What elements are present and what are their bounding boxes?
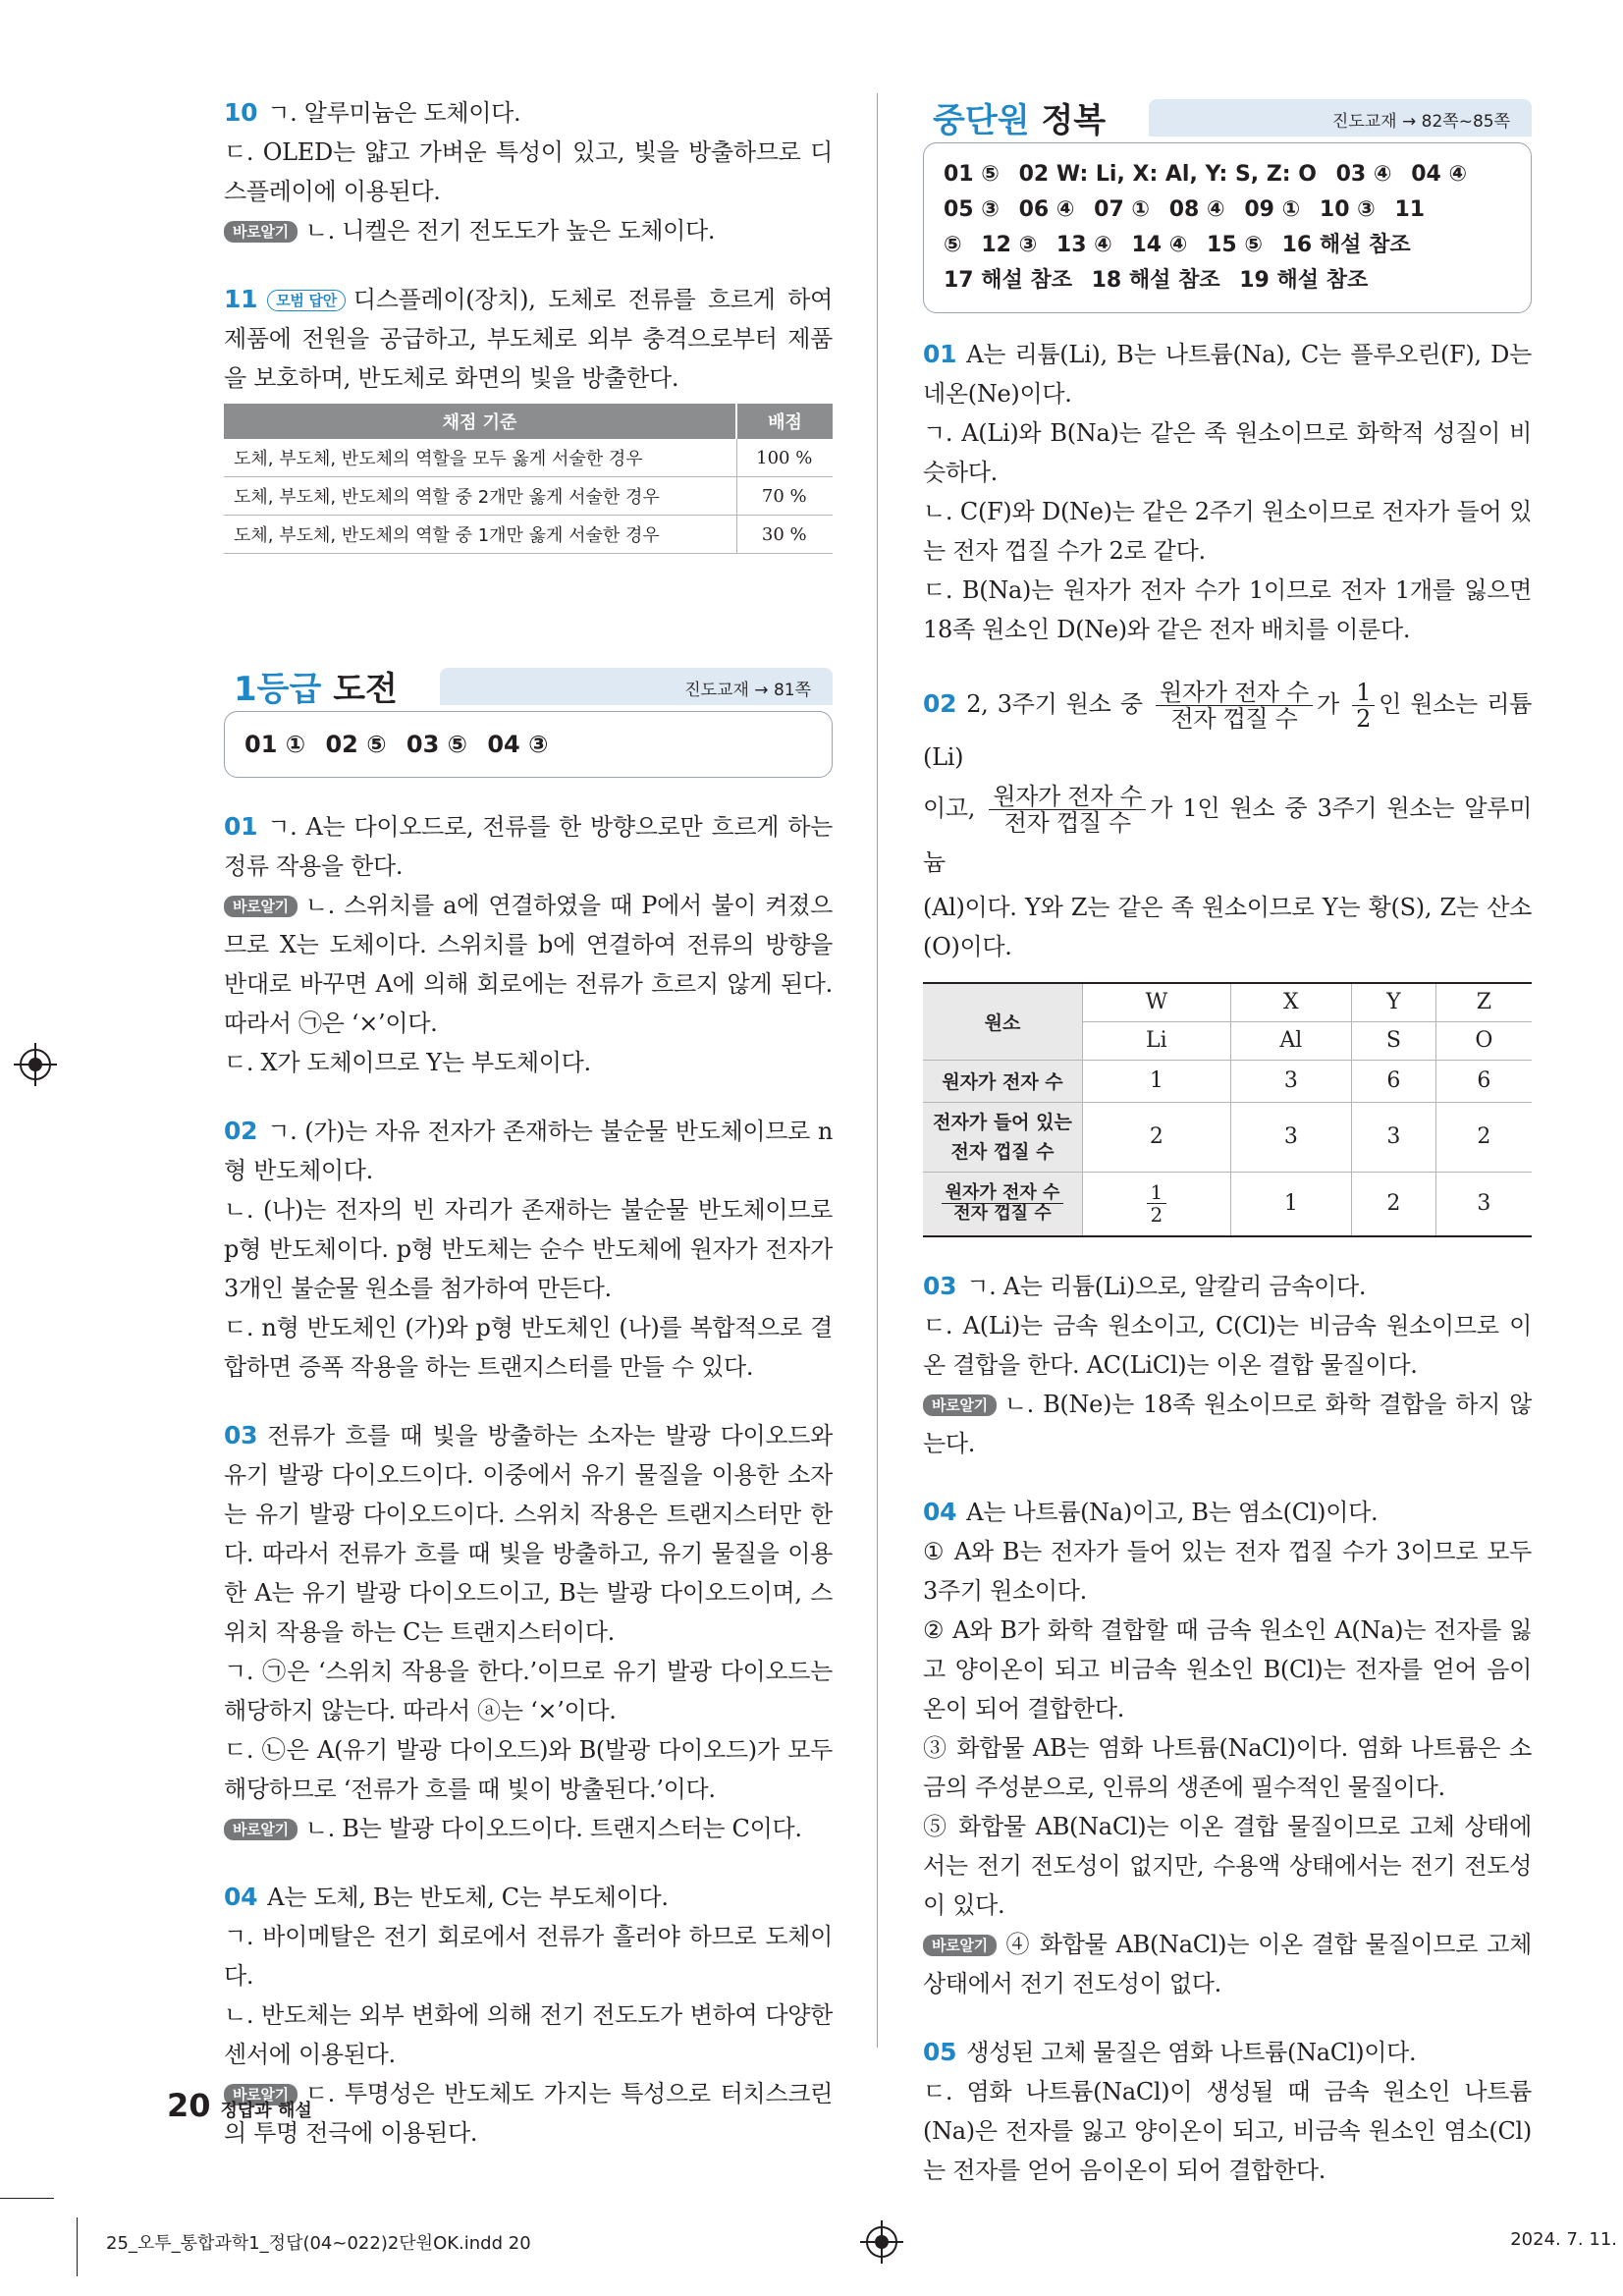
fraction — [942, 1183, 1064, 1224]
correction-badge: 바로알기 — [923, 1935, 997, 1956]
table-cell: 1 — [1230, 1172, 1351, 1236]
fraction-numerator: 원자가 전자 수 — [989, 784, 1146, 810]
correction-badge: 바로알기 — [224, 2084, 298, 2105]
answer-text: ㄴ. 반도체는 외부 변화에 의해 전기 전도도가 변하여 다양한 센서에 이용된다. — [224, 2001, 833, 2068]
section-title-main: 정복 — [1041, 101, 1107, 140]
question-number: 04 — [224, 1883, 258, 1911]
table-cell: 30 % — [736, 516, 833, 554]
explanation-04 — [224, 1878, 833, 2153]
fraction — [1352, 680, 1375, 733]
table-row — [224, 439, 833, 477]
table-cell: 2 — [1435, 1102, 1532, 1172]
section-header — [923, 93, 1532, 142]
answer-text: ㄴ. 스위치를 a에 연결하였을 때 P에서 불이 켜졌으므로 X는 도체이다. 스위치를 b에 연결하여 전류의 방향을 반대로 바꾸면 A에 의해 회로에는 전류가 흐르지 않게 된다. 따라서 ㉠은 ‘×’이다. — [224, 892, 833, 1037]
table-cell: 3 — [1351, 1102, 1435, 1172]
textbook-reference: 진도교재 → 81쪽 — [684, 681, 811, 700]
answer-text: ㄷ. X가 도체이므로 Y는 부도체이다. — [224, 1049, 591, 1076]
answer-text: ㄷ. ㉡은 A(유기 발광 다이오드)와 B(발광 다이오드)가 모두 해당하므로 ‘전류가 흐를 때 빛이 방출된다.’이다. — [224, 1736, 833, 1803]
answer-text: ① A와 B는 전자가 들어 있는 전자 껍질 수가 3이므로 모두 3주기 원소이다. — [923, 1537, 1532, 1605]
table-cell: 3 — [1230, 1060, 1351, 1102]
answer-key-item: 01 ⑤ — [944, 162, 1000, 187]
section-header — [224, 662, 833, 711]
answer-text: 생성된 고체 물질은 염화 나트륨(NaCl)이다. — [966, 2038, 1417, 2066]
answer-key-item: 14 ④ — [1131, 233, 1188, 257]
answer-key-box — [923, 142, 1532, 313]
answer-text: ㄱ. A(Li)와 B(Na)는 같은 족 원소이므로 화학적 성질이 비슷하다. — [923, 419, 1532, 486]
table-cell: 3 — [1435, 1172, 1532, 1236]
answer-text: ㄷ. n형 반도체인 (가)와 p형 반도체인 (나)를 복합적으로 결합하면 증폭 작용을 하는 트랜지스터를 만들 수 있다. — [224, 1314, 833, 1381]
fraction-numerator: 1 — [1352, 680, 1375, 706]
explanation-b01 — [923, 335, 1532, 649]
answer-text: 인 원소는 리튬(Li) — [923, 690, 1532, 772]
answer-key-box — [224, 711, 833, 778]
explanation-b02 — [923, 679, 1532, 1237]
table-cell: Y — [1351, 983, 1435, 1022]
fraction-denominator: 전자 껍질 수 — [953, 1203, 1052, 1225]
answer-key-item: 05 ③ — [944, 197, 1000, 222]
table-header — [923, 1102, 1083, 1172]
correction-badge: 바로알기 — [224, 221, 298, 243]
answer-key-item: 06 ④ — [1018, 197, 1075, 222]
table-header: 원자가 전자 수 — [923, 1060, 1083, 1102]
answer-text: A는 도체, B는 반도체, C는 부도체이다. — [267, 1884, 669, 1911]
answer-text: ㄱ. A는 리튬(Li)으로, 알칼리 금속이다. — [966, 1272, 1367, 1300]
answer-key-item: 15 ⑤ — [1207, 233, 1263, 257]
explanation-01 — [224, 807, 833, 1082]
section-title — [234, 662, 398, 710]
question-number: 04 — [923, 1497, 957, 1526]
table-cell: 1 — [1083, 1060, 1231, 1102]
footer-label: 정답과 해설 — [220, 2101, 312, 2121]
answer-text: ㄱ. 알루미늄은 도체이다. — [267, 99, 521, 127]
answer-key-line — [944, 157, 1511, 192]
fraction-denominator: 2 — [1356, 705, 1372, 733]
answer-text: ㄴ. B(Ne)는 18족 원소이므로 화학 결합을 하지 않는다. — [923, 1390, 1532, 1457]
table-cell: 6 — [1435, 1060, 1532, 1102]
table-cell: Li — [1083, 1021, 1231, 1060]
fraction — [1156, 680, 1313, 733]
answer-key-item: ⑤ — [944, 233, 962, 257]
answer-text: ㄱ. ㉠은 ‘스위치 작용을 한다.’이므로 유기 발광 다이오드는 해당하지 않는다. 따라서 ⓐ는 ‘×’이다. — [224, 1658, 833, 1724]
explanation-02 — [224, 1112, 833, 1387]
column-divider — [877, 93, 878, 2048]
fraction-numerator: 1 — [1147, 1181, 1167, 1204]
section-title-main: 도전 — [333, 670, 398, 709]
answer-key-item: 11 — [1394, 197, 1426, 222]
textbook-reference: 진도교재 → 82쪽~85쪽 — [1331, 112, 1510, 132]
table-cell: Z — [1435, 983, 1532, 1022]
answer-text: ㄴ. 니켈은 전기 전도도가 높은 도체이다. — [304, 217, 716, 245]
table-cell: 도체, 부도체, 반도체의 역할 중 1개만 옳게 서술한 경우 — [224, 516, 736, 554]
answer-text: 가 1인 원소 중 3주기 원소는 알루미늄 — [923, 794, 1532, 876]
answer-text: 이고, — [923, 794, 976, 823]
slug-filename: 25_오투_통합과학1_정답(04~022)2단원OK.indd 20 — [106, 2233, 531, 2254]
fraction-numerator: 원자가 전자 수 — [942, 1183, 1064, 1204]
table-row — [224, 516, 833, 554]
question-number: 11 — [224, 285, 258, 313]
registration-mark-icon — [20, 1049, 51, 1080]
question-number: 10 — [224, 98, 258, 127]
explanation-b04 — [923, 1493, 1532, 2003]
answer-text: ㄱ. 바이메탈은 전기 회로에서 전류가 흘러야 하므로 도체이다. — [224, 1923, 833, 1990]
answer-text: ㄷ. 염화 나트륨(NaCl)이 생성될 때 금속 원소인 나트륨(Na)은 전자를 잃고 양이온이 되고, 비금속 원소인 염소(Cl)는 전자를 얻어 음이온이 되어 결합한다. — [923, 2077, 1532, 2184]
answer-key-item: 04 ④ — [1411, 162, 1468, 187]
table-row — [923, 1172, 1532, 1236]
table-cell: 70 % — [736, 477, 833, 516]
section-unit-review — [923, 93, 1532, 313]
table-header — [923, 1172, 1083, 1236]
left-column — [224, 93, 833, 2182]
table-cell: 2 — [1083, 1102, 1231, 1172]
table-header: 채점 기준 — [224, 404, 736, 439]
answer-text: ㄱ. (가)는 자유 전자가 존재하는 불순물 반도체이므로 n형 반도체이다. — [224, 1118, 833, 1184]
answer-key-item: 18 해설 참조 — [1091, 268, 1220, 293]
answer-key-item: 02 ⑤ — [325, 731, 387, 758]
answer-text: ㄷ. A(Li)는 금속 원소이고, C(Cl)는 비금속 원소이므로 이온 결합을 한다. AC(LiCl)는 이온 결합 물질이다. — [923, 1311, 1532, 1379]
correction-badge: 바로알기 — [224, 1819, 298, 1840]
section-title — [933, 93, 1106, 141]
answer-key-item: 08 ④ — [1168, 197, 1225, 222]
crop-mark — [77, 2217, 78, 2276]
explanation-03 — [224, 1416, 833, 1848]
table-row — [923, 1060, 1532, 1102]
table-cell: 도체, 부도체, 반도체의 역할 중 2개만 옳게 서술한 경우 — [224, 477, 736, 516]
fraction-denominator: 전자 껍질 수 — [1170, 705, 1298, 733]
answer-key-item: 07 ① — [1094, 197, 1151, 222]
crop-mark — [0, 2198, 54, 2199]
answer-key-item: 16 해설 참조 — [1281, 233, 1411, 257]
answer-text: ③ 화합물 AB는 염화 나트륨(NaCl)이다. 염화 나트륨은 소금의 주성분으로, 인류의 생존에 필수적인 물질이다. — [923, 1733, 1532, 1801]
answer-11 — [224, 280, 833, 554]
answer-key-item: 19 해설 참조 — [1239, 268, 1369, 293]
answer-key-item: 10 ③ — [1319, 197, 1376, 222]
correction-badge: 바로알기 — [224, 896, 298, 917]
answer-key-item: 03 ⑤ — [406, 731, 467, 758]
fraction — [989, 784, 1146, 837]
answer-key-item: 13 ④ — [1055, 233, 1112, 257]
answer-text: 가 — [1316, 690, 1339, 718]
fraction — [1147, 1181, 1167, 1226]
table-header: 원소 — [923, 983, 1083, 1061]
table-row — [923, 1102, 1532, 1172]
answer-text: ㄷ. 투명성은 반도체도 가지는 특성으로 터치스크린의 투명 전극에 이용된다. — [224, 2080, 833, 2147]
question-number: 02 — [923, 689, 957, 718]
explanation-b03 — [923, 1267, 1532, 1463]
table-cell: O — [1435, 1021, 1532, 1060]
answer-text: ㄷ. B(Na)는 원자가 전자 수가 1이므로 전자 1개를 잃으면 18족 원소인 D(Ne)와 같은 전자 배치를 이룬다. — [923, 576, 1532, 643]
table-cell: Al — [1230, 1021, 1351, 1060]
answer-text: A는 리튬(Li), B는 나트륨(Na), C는 플루오린(F), D는 네온(Ne)이다. — [923, 341, 1532, 408]
page-number: 20 — [167, 2087, 211, 2124]
answer-text: ㄴ. B는 발광 다이오드이다. 트랜지스터는 C이다. — [304, 1815, 802, 1842]
answer-text: 2, 3주기 원소 중 — [966, 690, 1143, 718]
section-title-accent: 중단원 — [933, 101, 1030, 140]
element-table — [923, 982, 1532, 1237]
answer-key-item: 01 ① — [244, 731, 306, 758]
table-header: 배점 — [736, 404, 833, 439]
scoring-table — [224, 404, 833, 554]
table-cell: W — [1083, 983, 1231, 1022]
right-column — [923, 93, 1532, 2219]
header-line: 전자 껍질 수 — [950, 1140, 1055, 1163]
answer-key-item: 02 W: Li, X: Al, Y: S, Z: O — [1018, 162, 1317, 187]
answer-key-item: 09 ① — [1244, 197, 1301, 222]
table-cell: 도체, 부도체, 반도체의 역할을 모두 옳게 서술한 경우 — [224, 439, 736, 477]
model-answer-badge: 모범 답안 — [267, 290, 346, 311]
fraction-denominator: 2 — [1150, 1203, 1163, 1228]
answer-text: (Al)이다. Y와 Z는 같은 족 원소이므로 Y는 황(S), Z는 산소(O)이다. — [923, 893, 1532, 960]
question-number: 05 — [923, 2037, 957, 2066]
answer-text: ⑤ 화합물 AB(NaCl)는 이온 결합 물질이므로 고체 상태에서는 전기 전도성이 없지만, 수용액 상태에서는 전기 전도성이 있다. — [923, 1812, 1532, 1919]
answer-text: 디스플레이(장치), 도체로 전류를 흐르게 하여 제품에 전원을 공급하고, 부도체로 외부 충격으로부터 제품을 보호하며, 반도체로 화면의 빛을 방출한다. — [224, 286, 833, 392]
question-number: 01 — [923, 340, 957, 368]
page-footer — [167, 2087, 312, 2124]
table-cell: 100 % — [736, 439, 833, 477]
header-line: 전자가 들어 있는 — [933, 1111, 1072, 1133]
table-cell: 2 — [1351, 1172, 1435, 1236]
table-cell: 3 — [1230, 1102, 1351, 1172]
answer-text: ② A와 B가 화학 결합할 때 금속 원소인 A(Na)는 전자를 잃고 양이온이 되고 비금속 원소인 B(Cl)는 전자를 얻어 음이온이 되어 결합한다. — [923, 1615, 1532, 1722]
table-row — [224, 477, 833, 516]
table-cell: X — [1230, 983, 1351, 1022]
answer-key-line — [944, 192, 1511, 228]
answer-key-item: 17 해설 참조 — [944, 268, 1072, 293]
table-cell: 6 — [1351, 1060, 1435, 1102]
answer-text: ㄴ. C(F)와 D(Ne)는 같은 2주기 원소이므로 전자가 들어 있는 전자 껍질 수가 2로 같다. — [923, 498, 1532, 565]
answer-text: ㄴ. (나)는 전자의 빈 자리가 존재하는 불순물 반도체이므로 p형 반도체이다. p형 반도체는 순수 반도체에 원자가 전자가 3개인 불순물 원소를 첨가하여 만든다. — [224, 1196, 833, 1302]
answer-key-item: 04 ③ — [487, 731, 549, 758]
table-cell: S — [1351, 1021, 1435, 1060]
answer-10 — [224, 93, 833, 250]
answer-text: A는 나트륨(Na)이고, B는 염소(Cl)이다. — [966, 1498, 1379, 1526]
registration-mark-icon — [866, 2226, 897, 2258]
answer-key-item: 12 ③ — [981, 233, 1038, 257]
fraction-numerator: 원자가 전자 수 — [1156, 680, 1313, 706]
question-number: 03 — [224, 1421, 258, 1449]
answer-key-line — [944, 263, 1511, 299]
answer-text: ㄷ. OLED는 얇고 가벼운 특성이 있고, 빛을 방출하므로 디스플레이에 이용된다. — [224, 138, 833, 205]
answer-key-line — [944, 228, 1511, 263]
answer-key-item: 03 ④ — [1335, 162, 1392, 187]
question-number: 03 — [923, 1271, 957, 1300]
answer-text: ④ 화합물 AB(NaCl)는 이온 결합 물질이므로 고체 상태에서 전기 전도성이 없다. — [923, 1930, 1532, 1997]
section-title-accent: 1등급 — [234, 670, 322, 709]
section-first-grade — [224, 662, 833, 778]
explanation-b05 — [923, 2033, 1532, 2190]
answer-text: ㄱ. A는 다이오드로, 전류를 한 방향으로만 흐르게 하는 정류 작용을 한다. — [224, 813, 833, 880]
correction-badge: 바로알기 — [923, 1394, 997, 1416]
table-cell — [1083, 1172, 1231, 1236]
slug-date: 2024. 7. 11. — [1510, 2229, 1617, 2250]
question-number: 02 — [224, 1117, 258, 1145]
answer-text: 전류가 흐를 때 빛을 방출하는 소자는 발광 다이오드와 유기 발광 다이오드이다. 이중에서 유기 물질을 이용한 소자는 유기 발광 다이오드이다. 스위치 작용은 트랜지스터만 한다. 따라서 전류가 흐를 때 빛을 방출하고, 유기 물질을 이용한 A는 유기 발광 다이오드이고, B는 발광 다이오드이며, 스위치 작용을 하는 C는 트랜지스터이다. — [224, 1422, 833, 1646]
fraction-denominator: 전자 껍질 수 — [1003, 809, 1131, 838]
question-number: 01 — [224, 812, 258, 841]
